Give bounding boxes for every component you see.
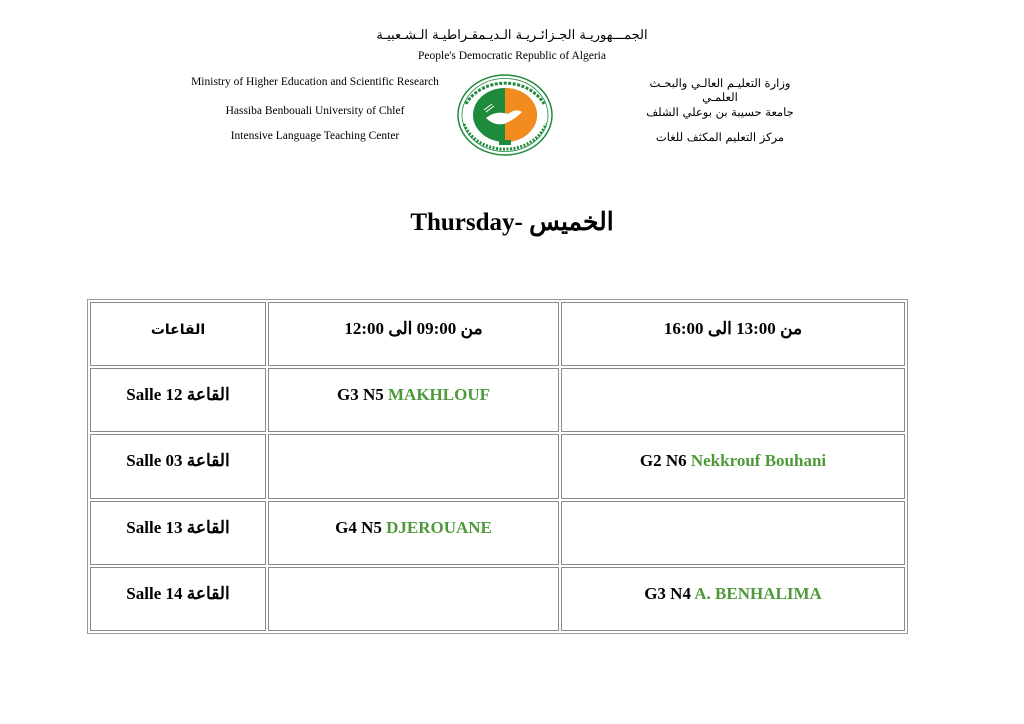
- republic-arabic: الجمـــهوريـة الجـزائـريـة الـديـمقـراطيـة الـشـعبيـة: [376, 28, 648, 43]
- morning-cell: [268, 501, 559, 565]
- university-arabic: جامعة حسيبة بن بوعلي الشلف: [646, 105, 794, 119]
- afternoon-cell: [561, 567, 905, 631]
- teacher-name: A. BENHALIMA: [694, 583, 822, 603]
- group-label: G3 N4: [644, 583, 695, 603]
- room-cell: [90, 368, 266, 432]
- room-cell: [90, 434, 266, 498]
- group-label: G2 N6: [639, 451, 691, 471]
- university-logo: [456, 74, 554, 156]
- room-label: Salle 03 القاعة: [126, 451, 230, 471]
- room-cell: [90, 501, 266, 565]
- morning-cell: [268, 567, 559, 631]
- teacher-name: MAKHLOUF: [388, 385, 490, 405]
- room-cell: [90, 567, 266, 631]
- teacher-name: DJEROUANE: [386, 517, 492, 537]
- group-label: G3 N5: [337, 385, 388, 405]
- day-title: Thursday- الخميس: [410, 209, 614, 236]
- republic-english: People's Democratic Republic of Algeria: [418, 50, 606, 62]
- group-label: G4 N5: [335, 517, 387, 537]
- table-row: [90, 434, 905, 498]
- university-english: Hassiba Benbouali University of Chlef: [225, 105, 405, 117]
- ministry-arabic: وزارة التعليـم العالـي والبحـث العلمـي: [649, 76, 791, 104]
- table-row: [90, 567, 905, 631]
- table-row: [90, 368, 905, 432]
- column-header-morning: [268, 302, 559, 366]
- column-header-label: القاعات: [150, 322, 206, 338]
- morning-cell: [268, 368, 559, 432]
- table-header-row: [90, 302, 905, 366]
- center-english: Intensive Language Teaching Center: [230, 130, 400, 142]
- teacher-name: Nekkrouf Bouhani: [690, 451, 827, 471]
- schedule-table: [87, 299, 908, 634]
- room-label: Salle 12 القاعة: [126, 385, 230, 405]
- column-header-afternoon: [561, 302, 905, 366]
- center-arabic: مركز التعليم المكثف للغات: [655, 130, 785, 144]
- afternoon-cell: [561, 434, 905, 498]
- room-label: Salle 14 القاعة: [126, 583, 230, 603]
- ministry-english: Ministry of Higher Education and Scientific Research: [191, 76, 439, 88]
- afternoon-cell: [561, 501, 905, 565]
- column-header-label: من 09:00 الى 12:00: [344, 319, 483, 338]
- room-label: Salle 13 القاعة: [126, 517, 230, 537]
- table-row: [90, 501, 905, 565]
- column-header-rooms: [90, 302, 266, 366]
- afternoon-cell: [561, 368, 905, 432]
- morning-cell: [268, 434, 559, 498]
- column-header-label: من 13:00 الى 16:00: [663, 319, 803, 338]
